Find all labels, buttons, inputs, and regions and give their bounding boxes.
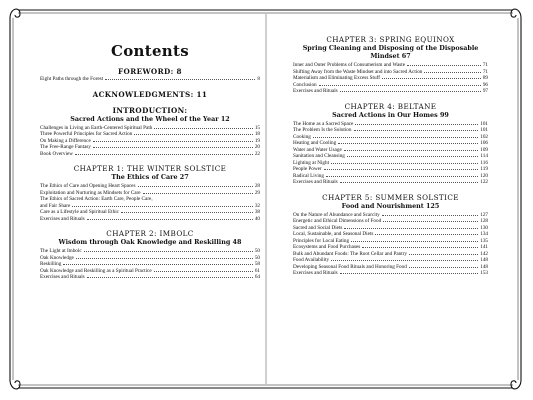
section-title: CHAPTER 4: BELTANE bbox=[344, 101, 437, 111]
entry-page-number: 50 bbox=[254, 254, 260, 261]
dot-leader bbox=[338, 143, 478, 144]
entry-page-number: 119 bbox=[480, 166, 488, 172]
right-column bbox=[293, 28, 488, 277]
entry-page-number: 135 bbox=[480, 237, 488, 244]
entry-text: On Making a Difference bbox=[40, 137, 91, 144]
section-title: CHAPTER 3: SPRING EQUINOX bbox=[326, 35, 455, 44]
entry-text: Exercises and Rituals bbox=[293, 270, 338, 276]
toc-entry[interactable] bbox=[40, 151, 260, 158]
entry-page-number: 40 bbox=[254, 215, 260, 222]
entry-text: The Free-Range Fantasy bbox=[40, 144, 91, 150]
dot-leader bbox=[382, 78, 481, 79]
dot-leader bbox=[424, 72, 480, 73]
toc-entry[interactable] bbox=[293, 88, 488, 95]
entry-text: Shifting Away from the Waste Mindset and into Sacred Action bbox=[293, 68, 423, 75]
dot-leader bbox=[93, 141, 253, 142]
toc-section bbox=[40, 229, 260, 281]
entry-page-number: 28 bbox=[254, 183, 260, 189]
section-title: FOREWORD: 8 bbox=[118, 67, 182, 76]
entry-page-number: 109 bbox=[480, 146, 488, 153]
entry-page-number: 142 bbox=[480, 250, 488, 257]
entry-page-number: 101 bbox=[480, 120, 488, 127]
section-title: INTRODUCTION: bbox=[112, 105, 188, 115]
dot-leader bbox=[340, 91, 481, 92]
entry-text: Oak Knowledge and Reskilling as a Spiritual Practice bbox=[40, 267, 152, 274]
entry-text: Exploitation and Nurturing as Mindsets for Care bbox=[40, 189, 141, 196]
dot-leader bbox=[354, 130, 479, 131]
toc-section bbox=[40, 164, 260, 222]
dot-leader bbox=[324, 169, 479, 170]
toc-section bbox=[293, 102, 488, 186]
section-subtitle: Food and Nourishment 125 bbox=[341, 201, 440, 210]
section-subtitle: Sacred Actions in Our Homes 99 bbox=[332, 110, 449, 119]
dot-leader bbox=[355, 124, 478, 125]
entry-text: Cooking bbox=[293, 133, 311, 140]
dot-leader bbox=[105, 79, 255, 80]
entry-page-number: 18 bbox=[254, 131, 260, 137]
dot-leader bbox=[326, 176, 478, 177]
entry-page-number: 101 bbox=[480, 127, 488, 133]
entry-text: The Ethics of Care and Opening Heart Spaces bbox=[40, 183, 136, 189]
dot-leader bbox=[134, 134, 252, 135]
entry-page-number: 71 bbox=[482, 68, 488, 75]
dot-leader bbox=[313, 137, 478, 138]
entry-text: Book Overview bbox=[40, 150, 73, 157]
toc-entry[interactable] bbox=[40, 76, 260, 83]
dot-leader bbox=[121, 212, 253, 213]
dot-leader bbox=[154, 128, 252, 129]
dot-leader bbox=[375, 234, 478, 235]
entry-page-number: 15 bbox=[254, 124, 260, 131]
entry-page-number: 130 bbox=[480, 224, 488, 231]
entry-text: Bulk and Abundant Foods: The Root Cellar and Pantry bbox=[293, 250, 408, 257]
entry-text: Reskilling bbox=[40, 261, 62, 267]
entry-text: Local, Sustainable, and Seasonal Diets bbox=[293, 231, 374, 237]
dot-leader bbox=[319, 85, 481, 86]
toc-entry[interactable] bbox=[293, 270, 488, 277]
section-subtitle: Wisdom through Oak Knowledge and Reskilling 48 bbox=[58, 238, 242, 246]
dot-leader bbox=[409, 254, 478, 255]
toc-entry[interactable] bbox=[40, 216, 260, 223]
section-subtitle: Spring Cleaning and Disposing of the Disposable Mindset 67 bbox=[302, 44, 479, 60]
entry-text: Inner and Outer Problems of Consumerism and Waste bbox=[293, 62, 406, 68]
entry-text: The Ethics of Sacred Action: Earth Care, People Care, bbox=[40, 196, 153, 202]
entry-text: Exercises and Rituals bbox=[293, 88, 338, 94]
dot-leader bbox=[76, 258, 253, 259]
dot-leader bbox=[154, 271, 253, 272]
entry-text: Principles for Local Eating bbox=[293, 237, 350, 244]
toc-section bbox=[40, 106, 260, 158]
section-title: CHAPTER 1: THE WINTER SOLSTICE bbox=[73, 164, 227, 173]
entry-page-number: 148 bbox=[480, 257, 488, 263]
entry-text: Oak Knowledge bbox=[40, 254, 74, 261]
section-title: ACKNOWLEDGMENTS: 11 bbox=[92, 89, 208, 99]
entry-page-number: 96 bbox=[482, 81, 488, 88]
toc-section bbox=[293, 35, 488, 95]
dot-leader bbox=[382, 215, 479, 216]
dot-leader bbox=[362, 247, 478, 248]
dot-leader bbox=[93, 147, 253, 148]
entry-page-number: 20 bbox=[254, 144, 260, 150]
toc-entry[interactable] bbox=[293, 179, 488, 186]
entry-text: Exercises and Rituals bbox=[293, 179, 338, 185]
dot-leader bbox=[344, 150, 478, 151]
entry-text: The Light at Imbolc bbox=[40, 248, 82, 254]
dot-leader bbox=[383, 221, 478, 222]
entry-page-number: 102 bbox=[480, 133, 488, 140]
entry-page-number: 148 bbox=[480, 263, 488, 270]
entry-text: Developing Seasonal Food Rituals and Honoring Food bbox=[293, 263, 407, 270]
entry-text: People Power bbox=[293, 166, 322, 172]
entry-page-number: 71 bbox=[482, 62, 488, 68]
section-subtitle: The Ethics of Care 27 bbox=[111, 173, 189, 181]
entry-page-number: 120 bbox=[480, 172, 488, 179]
dot-leader bbox=[72, 206, 253, 207]
entry-page-number: 127 bbox=[480, 211, 488, 218]
section-title: CHAPTER 2: IMBOLC bbox=[106, 229, 194, 238]
entry-text: Exercises and Rituals bbox=[40, 274, 85, 280]
entry-text: Materialism and Eliminating Excess Stuff bbox=[293, 75, 380, 81]
entry-page-number: 114 bbox=[480, 153, 488, 159]
entry-page-number: 50 bbox=[254, 248, 260, 254]
entry-page-number: 58 bbox=[254, 261, 260, 267]
entry-page-number: 153 bbox=[480, 270, 488, 276]
entry-text: Food Availability bbox=[293, 257, 330, 263]
entry-page-number: 89 bbox=[482, 75, 488, 81]
entry-page-number: 116 bbox=[480, 159, 488, 166]
dot-leader bbox=[351, 241, 478, 242]
entry-text: Exercises and Rituals bbox=[40, 215, 85, 222]
toc-section bbox=[40, 67, 260, 83]
dot-leader bbox=[63, 264, 252, 265]
entry-text: Sacred and Social Diets bbox=[293, 224, 343, 231]
entry-text: The Home as a Sacred Space bbox=[293, 120, 354, 127]
toc-section bbox=[293, 193, 488, 277]
dot-leader bbox=[87, 277, 253, 278]
entry-text: On the Nature of Abundance and Scarcity bbox=[293, 211, 380, 218]
entry-page-number: 106 bbox=[480, 140, 488, 146]
section-title: CHAPTER 5: SUMMER SOLSTICE bbox=[322, 192, 459, 202]
entry-page-number: 29 bbox=[254, 189, 260, 196]
entry-text: Care as a Lifestyle and Spiritual Ethic bbox=[40, 209, 119, 215]
entry-page-number: 22 bbox=[254, 150, 260, 157]
left-column bbox=[40, 42, 260, 281]
entry-page-number: 8 bbox=[257, 76, 260, 82]
dot-leader bbox=[331, 260, 478, 261]
entry-page-number: 128 bbox=[480, 218, 488, 224]
entry-text: Sanitation and Cleansing bbox=[293, 153, 345, 159]
dot-leader bbox=[347, 156, 479, 157]
entry-page-number: 97 bbox=[482, 88, 488, 94]
dot-leader bbox=[331, 163, 478, 164]
dot-leader bbox=[409, 267, 478, 268]
page-title: Contents bbox=[110, 42, 189, 60]
entry-page-number: 141 bbox=[480, 244, 488, 250]
entry-text: Eight Paths through the Forest bbox=[40, 76, 104, 82]
dot-leader bbox=[138, 186, 253, 187]
dot-leader bbox=[75, 154, 253, 155]
entry-page-number: 64 bbox=[254, 274, 260, 280]
dot-leader bbox=[143, 193, 253, 194]
entry-text: Conclusion bbox=[293, 81, 317, 88]
dot-leader bbox=[340, 273, 479, 274]
entry-page-number: 32 bbox=[254, 202, 260, 209]
entry-text: Heating and Cooling bbox=[293, 140, 337, 146]
entry-text: Radical Living bbox=[293, 172, 324, 179]
entry-text: Lighting at Night bbox=[293, 159, 330, 166]
dot-leader bbox=[344, 228, 478, 229]
toc-entry[interactable] bbox=[40, 274, 260, 281]
entry-text: Three Powerful Principles for Sacred Action bbox=[40, 131, 133, 137]
entry-text: Ecosystems and Food Purchases bbox=[293, 244, 361, 250]
dot-leader bbox=[87, 219, 253, 220]
entry-text: and Fair Share bbox=[40, 202, 71, 209]
entry-text: Energetic and Ethical Dimensions of Food bbox=[293, 218, 382, 224]
section-subtitle: Sacred Actions and the Wheel of the Year 12 bbox=[70, 114, 230, 123]
entry-text: Water and Water Usage bbox=[293, 146, 342, 153]
entry-page-number: 134 bbox=[480, 231, 488, 237]
dot-leader bbox=[407, 65, 481, 66]
entry-page-number: 19 bbox=[254, 137, 260, 144]
entry-page-number: 38 bbox=[254, 209, 260, 215]
entry-page-number: 61 bbox=[254, 267, 260, 274]
entry-text: The Problem Is the Solution bbox=[293, 127, 352, 133]
toc-section bbox=[40, 90, 260, 99]
dot-leader bbox=[84, 251, 253, 252]
dot-leader bbox=[340, 182, 479, 183]
entry-text: Challenges in Living an Earth-Centered Spiritual Path bbox=[40, 124, 153, 131]
entry-page-number: 122 bbox=[480, 179, 488, 185]
